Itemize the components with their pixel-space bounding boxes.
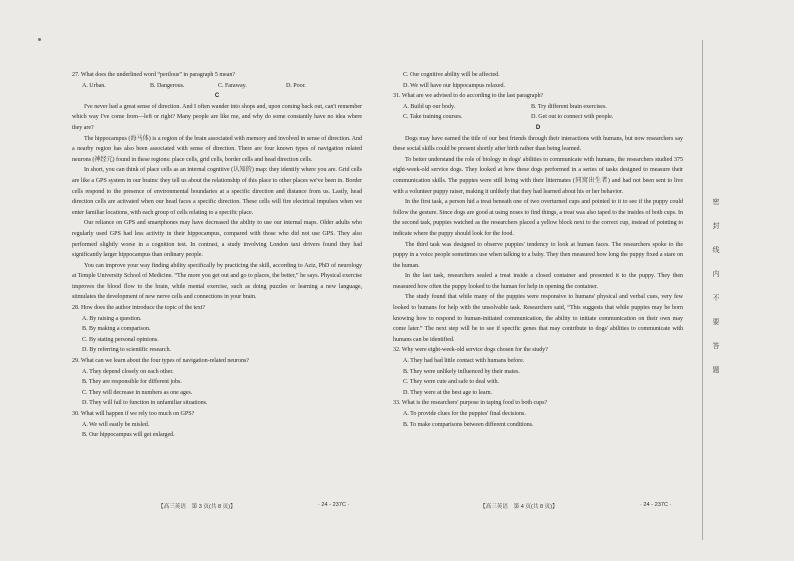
option: D. Poor.: [286, 82, 306, 89]
question-27: 27. What does the underlined word “perilous” in paragraph 5 mean?: [72, 72, 235, 78]
option: A. Build up our body.: [403, 103, 456, 110]
question-31-options: [393, 112, 683, 123]
option: D. They will fail to function in unfamiliar situations.: [82, 400, 208, 407]
option: D. Get out to connect with people.: [531, 114, 614, 121]
section-d-heading: D: [535, 123, 541, 131]
question-32: 32. Why were eight-week-old service dogs chosen for the study?: [393, 347, 548, 354]
option: A. By raising a question.: [82, 315, 142, 322]
page-code-left: · 24 - 237C ·: [318, 502, 350, 508]
passage-c-paragraph: In short, you can think of place cells as an internal cognitive (认知的) map: they identify where you are. Grid cells are like a GPS system in our brains: they tell us about the relationship of this place to other places we've been in. Border cells respond to the presence of environmental boundaries at a specific direction and distance from us. Lastly, head direction cells are activated when our head faces a specific direction. These cells will fire electrical impulses when we enter familiar locations, with each group of cells relating to a specific place.: [72, 167, 362, 216]
seal-line-notice: 密 封 线 内 不 要 答 题: [712, 198, 720, 374]
option: B. They were unlikely influenced by their mates.: [403, 368, 520, 375]
option: A. Urban.: [82, 82, 106, 89]
page-footer-right: 【高三英语 第 4 页(共 8 页)】: [480, 504, 558, 510]
binding-margin: [702, 40, 727, 540]
option: A. We will easily be misled.: [82, 421, 150, 428]
section-c-heading: C: [214, 92, 220, 100]
option: D. We will have our hippocampus relaxed.: [403, 82, 505, 89]
passage-d-paragraph: To better understand the role of biology in dogs' abilities to communicate with humans, the researchers studied 375 eight-week-old service dogs. They looked at how these dogs performed in a series of tasks designed to measure their communication skills. The puppies were still living with their littermates (同窝出生者) and had not been sent to live with a volunteer puppy raiser, making it unlikely that they had learned about his or her behavior.: [393, 156, 683, 195]
passage-c-paragraph: You can improve your way finding ability specifically by practicing the skill, according to Aziz, PhD of neurology at Temple University School of Medicine. “The more you get out and go to places, the better,” he says. Physical exercise improves the blood flow to the brain, while mental exercise, such as doing puzzles or learning a new language, stimulates the development of new nerve cells and connections in your brain.: [72, 262, 362, 301]
question-29: 29. What can we learn about the four types of navigation-related neurons?: [72, 358, 249, 365]
option: B. To make comparisons between different conditions.: [403, 421, 534, 428]
option: B. Try different brain exercises.: [531, 103, 607, 110]
option: B. They are responsible for different jobs.: [82, 379, 182, 386]
passage-c-paragraph: Our reliance on GPS and smartphones may have decreased the ability to use our internal maps. Older adults who regularly used GPS had less activity in their hippocampus, compared with those who did not use GPS. They also performed slightly worse in a cognition test. In contrast, a study involving London taxi drivers found they had significantly larger hippocampus than ordinary people.: [72, 220, 362, 259]
left-column: [72, 70, 362, 441]
option: C. They were cute and safe to deal with.: [403, 379, 500, 386]
option: B. By making a comparison.: [82, 326, 151, 333]
passage-c-paragraph: The hippocampus (海马体) is a region of the brain associated with memory and involved in sense of direction. And a nearby region has also been associated with sense of direction. There are four known types of navigation related neurons (神经元) found in these regions: place cells, grid cells, border cells and head direction cells.: [72, 135, 362, 163]
passage-d-paragraph: Dogs may have earned the title of our best friends through their interactions with humans, but now researchers say these social skills could be present shortly after birth rather than being learned.: [393, 135, 683, 153]
passage-d-paragraph: In the first task, a person hid a treat beneath one of two overturned cups and pointed to it to see if the puppy could follow the gesture. Since dogs are good at using noses to find things, a treat was also taped to the insides of both cups. In the second task, puppies watched as the researchers placed a yellow block next to the correct cup, instead of pointing to indicate where the puppy should look for the food.: [393, 199, 683, 237]
option: C. Our cognitive ability will be affected.: [403, 72, 500, 78]
corner-dot: [38, 38, 41, 41]
question-30: 30. What will happen if we rely too much on GPS?: [72, 411, 195, 417]
option: C. They will decrease in numbers as one ages.: [82, 389, 193, 396]
question-33: 33. What is the researchers' purpose in taping food to both cups?: [393, 400, 548, 407]
passage-d-paragraph: The third task was designed to observe puppies' tendency to look at human faces. The researchers spoke to the puppy in a voice people sometimes use when talking to a baby. They then measured how long the puppy fixed a stare on the human.: [393, 241, 683, 269]
option: B. Our hippocampus will get enlarged.: [82, 432, 175, 439]
passage-d-paragraph: The study found that while many of the puppies were responsive to humans' physical and verbal cues, very few looked to humans for help with the unsolvable task. Researchers said, “This suggests that while puppies may be born knowing how to respond to human-initiated communication, the ability to initiate communication on their own may come later.” The next step will be to see if specific genes that may contribute to dogs' abilities to communicate with humans can be identified.: [393, 294, 683, 343]
right-column: [393, 70, 683, 430]
option: C. Take training courses.: [403, 114, 463, 121]
option: A. To provide clues for the puppies' final decisions.: [403, 411, 526, 417]
question-31-options: [393, 102, 683, 113]
passage-c-paragraph: I've never had a great sense of direction. And I often wander into shops and, upon coming back out, can't remember which way I've come from—left or right? Many people are like me, and why do some constantly have no idea where they are?: [72, 103, 362, 131]
page-footer-left: 【高三英语 第 3 页(共 8 页)】: [158, 504, 236, 510]
option: B. Dangerous.: [150, 82, 185, 89]
option: A. They had had little contact with humans before.: [403, 358, 525, 365]
question-27-options: [72, 81, 362, 92]
option: D. They were at the best age to learn.: [403, 389, 493, 396]
option: C. By stating personal opinions.: [82, 336, 159, 343]
passage-d-paragraph: In the last task, researchers sealed a treat inside a closed container and presented it to the puppy. They then measured how often the puppy looked to the human for help in opening the container.: [393, 273, 683, 290]
question-28: 28. How does the author introduce the topic of the text?: [72, 305, 206, 312]
question-31: 31. What are we advised to do according to the last paragraph?: [393, 93, 544, 100]
option: C. Faraway.: [218, 82, 247, 89]
page-code-right: · 24 - 237C ·: [640, 502, 672, 508]
option: D. By referring to scientific research.: [82, 347, 171, 354]
option: A. They depend closely on each other.: [82, 368, 174, 375]
